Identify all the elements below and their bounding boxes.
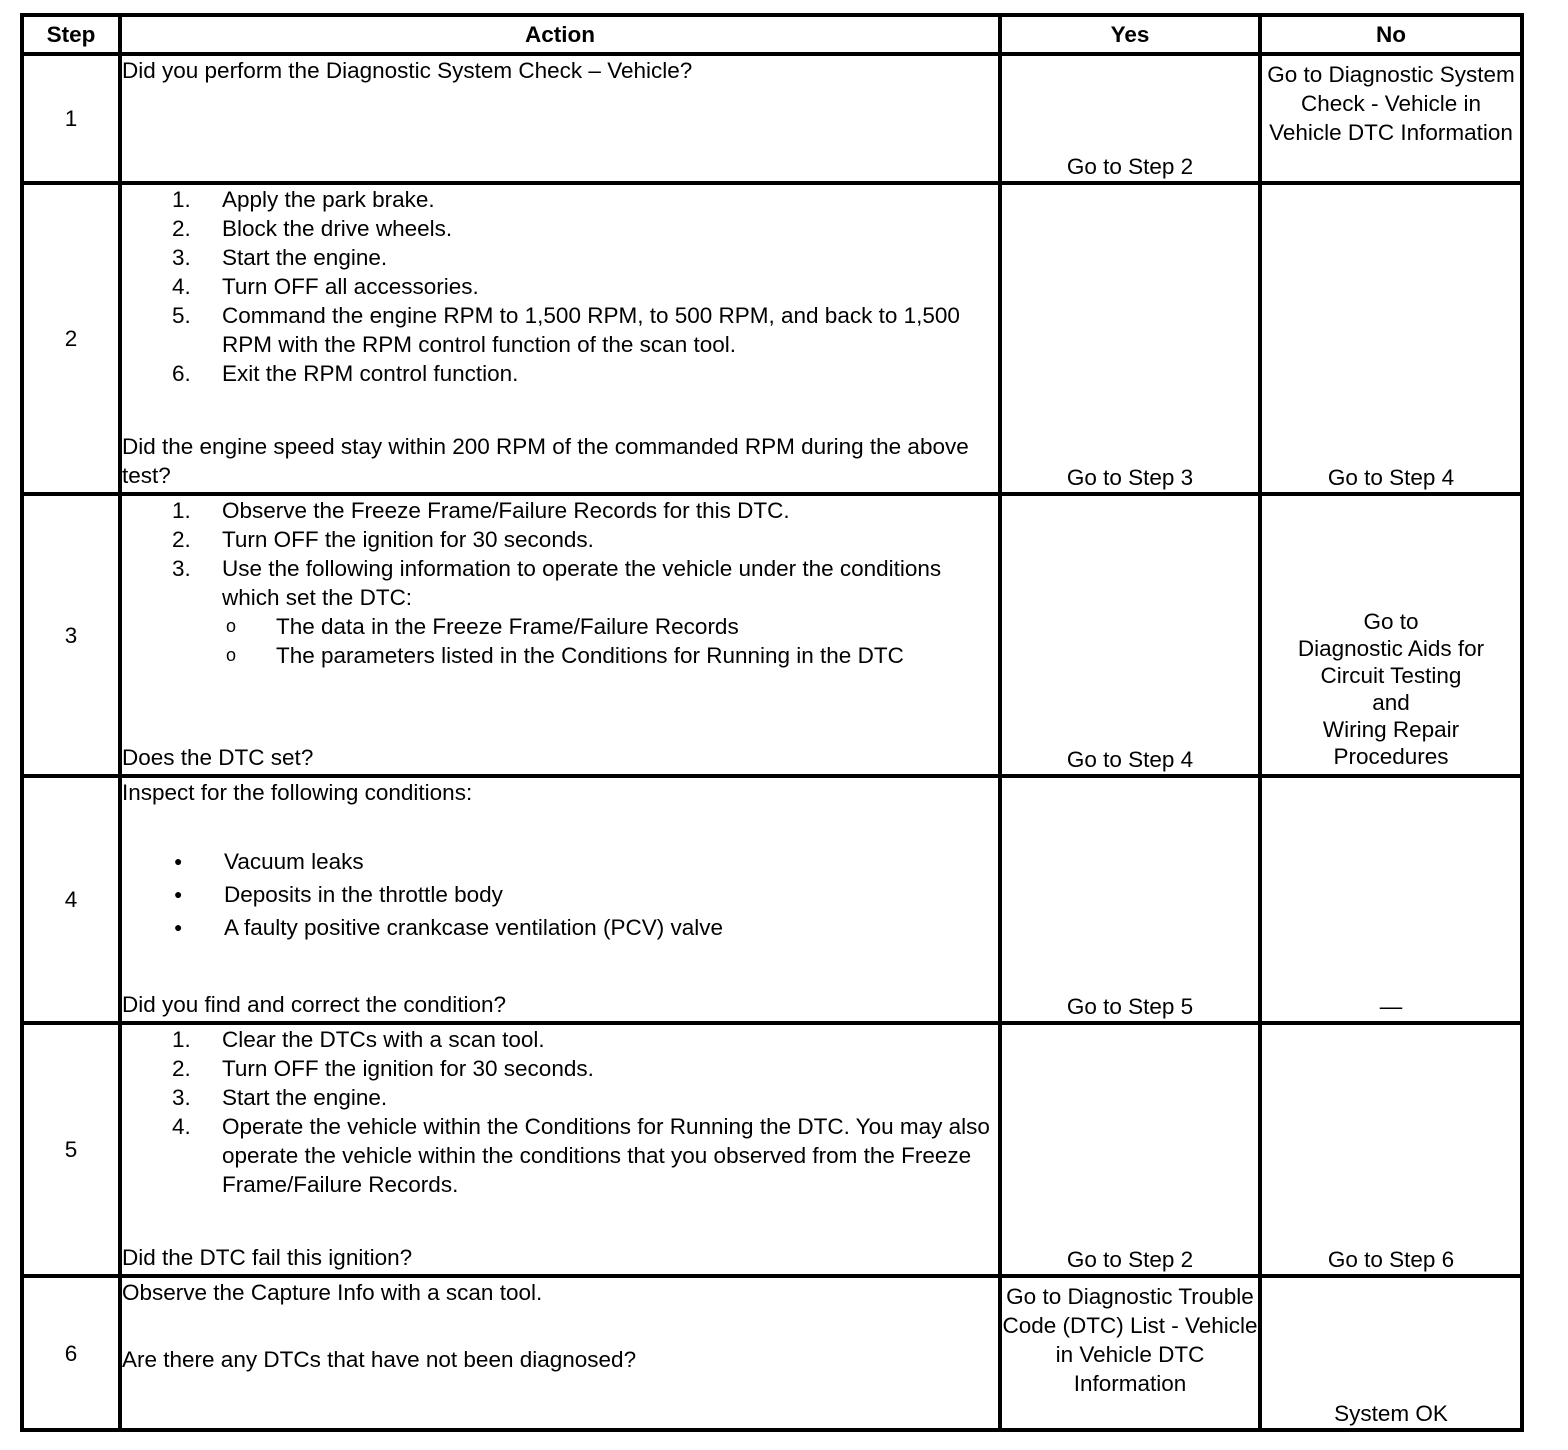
table-row [22,776,1522,1023]
list-item: 3. Start the engine. [172,1085,388,1110]
step-number: 1 [22,54,120,183]
table-row [22,183,1522,494]
list-item: ● A faulty positive crankcase ventilation (PCV) valve [174,915,723,940]
table-row [22,1276,1522,1430]
action-intro: Observe the Capture Info with a scan tool. [122,1280,543,1305]
step-number: 4 [22,776,120,1023]
list-item: 1. Observe the Freeze Frame/Failure Records for this DTC. [172,498,790,523]
list-item: 4. Turn OFF all accessories. [172,274,479,299]
list-item: 3. Use the following information to operate the vehicle under the conditions which set the DTC: [172,556,942,610]
yes-cell: Go to Step 2 [1000,54,1260,183]
yes-cell: Go to Step 4 [1000,494,1260,776]
no-cell: Go to Diagnostic System Check - Vehicle in Vehicle DTC Information [1260,54,1522,183]
list-item: ● Vacuum leaks [174,849,364,874]
action-question: Did you find and correct the condition? [122,992,506,1017]
action-cell [120,1276,1000,1430]
action-cell [120,1023,1000,1276]
step-list [122,496,998,612]
action-cell [120,494,1000,776]
action-cell [120,776,1000,1023]
no-cell: Go to Step 4 [1260,183,1522,494]
list-item: 2. Turn OFF the ignition for 30 seconds. [172,1056,594,1081]
table-row [22,1023,1522,1276]
action-question: Are there any DTCs that have not been diagnosed? [122,1347,637,1372]
action-cell [120,183,1000,494]
action-cell [120,54,1000,183]
header-row [22,15,1522,54]
table-row [22,54,1522,183]
header-no: No [1260,15,1522,54]
list-item: 2. Turn OFF the ignition for 30 seconds. [172,527,594,552]
yes-cell: Go to Step 2 [1000,1023,1260,1276]
action-question: Does the DTC set? [122,745,314,770]
step-number: 3 [22,494,120,776]
no-cell: System OK [1260,1276,1522,1430]
list-item: 2. Block the drive wheels. [172,216,453,241]
list-item: o The data in the Freeze Frame/Failure Records [226,614,739,639]
diagnostic-table [20,13,1524,1432]
yes-cell: Go to Step 3 [1000,183,1260,494]
list-item: 1. Clear the DTCs with a scan tool. [172,1027,545,1052]
list-item: 1. Apply the park brake. [172,187,435,212]
step-list [122,1025,998,1199]
action-intro: Inspect for the following conditions: [122,780,473,805]
list-item: o The parameters listed in the Conditions for Running in the DTC [226,643,904,668]
list-item: 6. Exit the RPM control function. [172,361,519,386]
yes-cell: Go to Diagnostic Trouble Code (DTC) List - Vehicle in Vehicle DTC Information [1000,1276,1260,1430]
header-yes: Yes [1000,15,1260,54]
header-action: Action [120,15,1000,54]
table-row [22,494,1522,776]
action-question: Did the engine speed stay within 200 RPM of the commanded RPM during the above test? [122,434,969,488]
no-cell: Go to Step 6 [1260,1023,1522,1276]
list-item: 5. Command the engine RPM to 1,500 RPM, to 500 RPM, and back to 1,500 RPM with the RPM control function of the scan tool. [172,303,960,357]
step-number: 5 [22,1023,120,1276]
header-step: Step [22,15,120,54]
action-question: Did you perform the Diagnostic System Check – Vehicle? [122,58,693,83]
step-list [122,185,998,388]
list-item: ● Deposits in the throttle body [174,882,503,907]
step-number: 6 [22,1276,120,1430]
step-number: 2 [22,183,120,494]
yes-cell: Go to Step 5 [1000,776,1260,1023]
no-cell: Go to Diagnostic Aids for Circuit Testing and Wiring Repair Procedures [1260,494,1522,776]
action-question: Did the DTC fail this ignition? [122,1245,413,1270]
sub-list [122,612,998,670]
no-cell: — [1260,776,1522,1023]
list-item: 4. Operate the vehicle within the Conditions for Running the DTC. You may also operate the vehicle within the conditions that you observed from the Freeze Frame/Failure Records. [172,1114,990,1197]
list-item: 3. Start the engine. [172,245,388,270]
bullet-list [122,847,998,946]
